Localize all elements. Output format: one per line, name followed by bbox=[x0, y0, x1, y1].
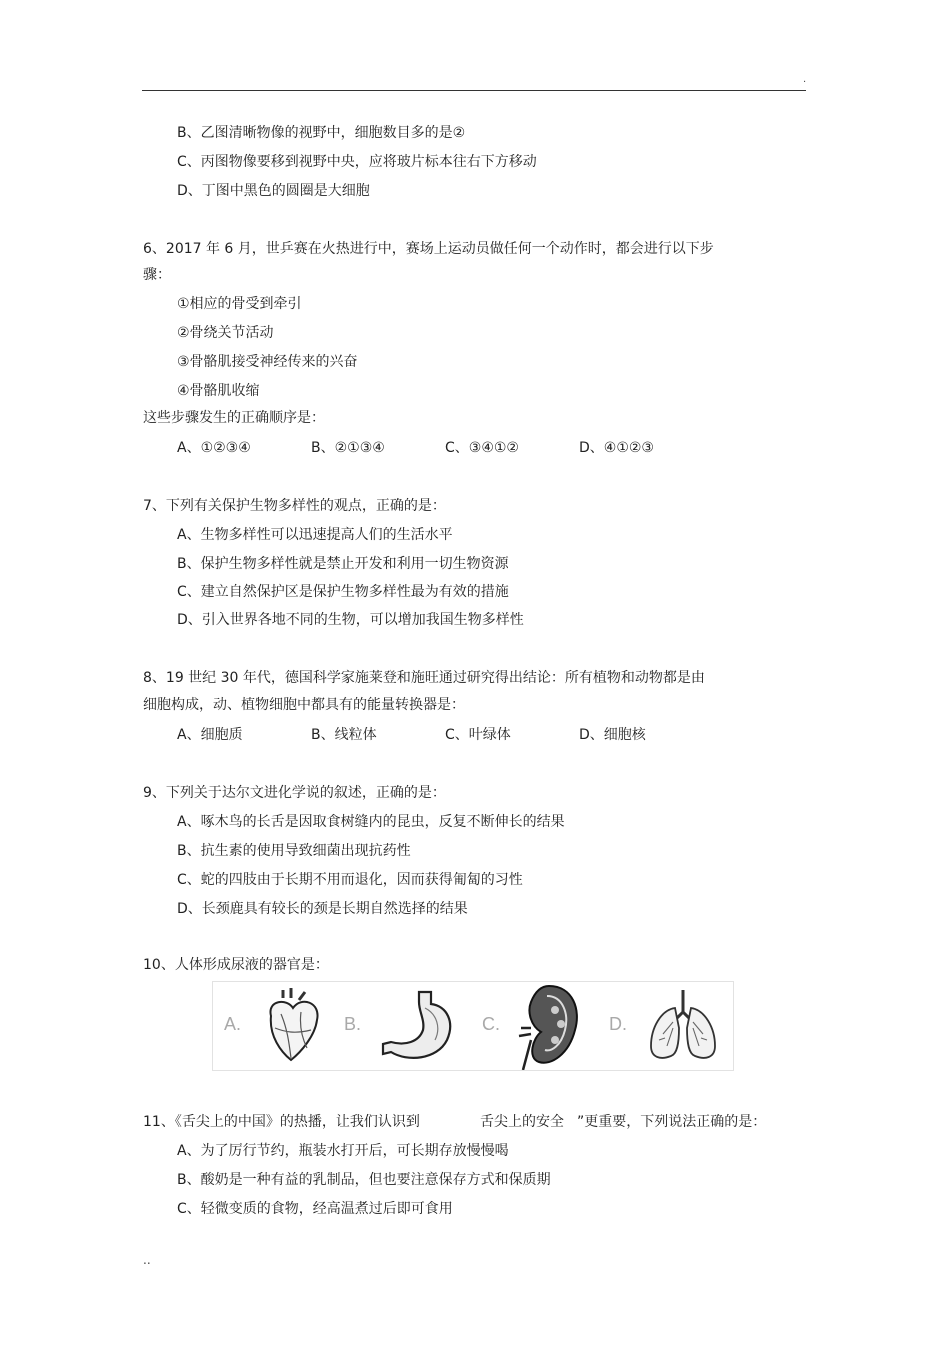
footer-mark: .. bbox=[143, 1253, 151, 1267]
figure-label-c: C. bbox=[482, 1014, 500, 1034]
q6-step-2: ②骨绕关节活动 bbox=[177, 325, 274, 341]
figure-label-a: A. bbox=[224, 1014, 242, 1034]
q11-option-b: B、酸奶是一种有益的乳制品，但也要注意保存方式和保质期 bbox=[177, 1172, 551, 1188]
stomach-icon bbox=[379, 988, 457, 1064]
q9-option-d: D、长颈鹿具有较长的颈是长期自然选择的结果 bbox=[177, 901, 468, 917]
q6-step-4: ④骨骼肌收缩 bbox=[177, 383, 260, 399]
q6-option-a: A、①②③④ bbox=[177, 440, 251, 456]
q11-option-c: C、轻微变质的食物，经高温煮过后即可食用 bbox=[177, 1201, 453, 1217]
lungs-icon bbox=[645, 988, 721, 1064]
q6-step-3: ③骨骼肌接受神经传来的兴奋 bbox=[177, 354, 358, 370]
q10-stem: 10、人体形成尿液的器官是： bbox=[143, 957, 329, 973]
q8-option-c: C、叶绿体 bbox=[445, 727, 511, 743]
q8-stem-line1: 8、19 世纪 30 年代，德国科学家施莱登和施旺通过研究得出结论：所有植物和动物都是由 bbox=[143, 670, 705, 686]
q7-option-d: D、引入世界各地不同的生物，可以增加我国生物多样性 bbox=[177, 612, 524, 628]
q7-option-a: A、生物多样性可以迅速提高人们的生活水平 bbox=[177, 527, 453, 543]
q11-stem-b: 舌尖上的安全 bbox=[480, 1114, 564, 1130]
q11-stem-a: 11、《舌尖上的中国》的热播，让我们认识到 bbox=[143, 1114, 420, 1130]
q9-option-c: C、蛇的四肢由于长期不用而退化，因而获得匍匐的习性 bbox=[177, 872, 523, 888]
q8-option-d: D、细胞核 bbox=[579, 727, 646, 743]
q6-step-1: ①相应的骨受到牵引 bbox=[177, 296, 302, 312]
q9-option-a: A、啄木鸟的长舌是因取食树缝内的昆虫，反复不断伸长的结果 bbox=[177, 814, 565, 830]
figure-label-d: D. bbox=[609, 1014, 627, 1034]
header-corner-mark: . bbox=[803, 74, 807, 85]
q8-stem-line2: 细胞构成，动、植物细胞中都具有的能量转换器是： bbox=[143, 697, 465, 713]
heart-icon bbox=[261, 988, 325, 1064]
q5-option-b: B、乙图清晰物像的视野中，细胞数目多的是② bbox=[177, 125, 466, 141]
q6-option-c: C、③④①② bbox=[445, 440, 519, 456]
q8-option-a: A、细胞质 bbox=[177, 727, 243, 743]
q7-option-b: B、保护生物多样性就是禁止开发和利用一切生物资源 bbox=[177, 556, 509, 572]
q6-stem-line1: 6、2017 年 6 月，世乒赛在火热进行中，赛场上运动员做任何一个动作时，都会进行以下步 bbox=[143, 241, 714, 257]
q5-option-d: D、丁图中黑色的圆圈是大细胞 bbox=[177, 183, 370, 199]
figure-label-b: B. bbox=[344, 1014, 362, 1034]
q7-stem: 7、下列有关保护生物多样性的观点，正确的是： bbox=[143, 498, 446, 514]
q10-organ-figure bbox=[212, 981, 734, 1071]
q5-option-c: C、丙图物像要移到视野中央，应将玻片标本往右下方移动 bbox=[177, 154, 537, 170]
header-rule bbox=[142, 90, 806, 91]
q9-option-b: B、抗生素的使用导致细菌出现抗药性 bbox=[177, 843, 411, 859]
q6-stem-line2: 骤： bbox=[143, 267, 171, 283]
q6-followup: 这些步骤发生的正确顺序是： bbox=[143, 410, 325, 426]
q8-option-b: B、线粒体 bbox=[311, 727, 377, 743]
q6-option-d: D、④①②③ bbox=[579, 440, 654, 456]
q9-stem: 9、下列关于达尔文进化学说的叙述，正确的是： bbox=[143, 785, 446, 801]
q7-option-c: C、建立自然保护区是保护生物多样性最为有效的措施 bbox=[177, 584, 509, 600]
q11-stem-c: ”更重要，下列说法正确的是： bbox=[577, 1114, 767, 1130]
kidney-icon bbox=[517, 982, 581, 1070]
q11-option-a: A、为了厉行节约，瓶装水打开后，可长期存放慢慢喝 bbox=[177, 1143, 509, 1159]
q6-option-b: B、②①③④ bbox=[311, 440, 385, 456]
